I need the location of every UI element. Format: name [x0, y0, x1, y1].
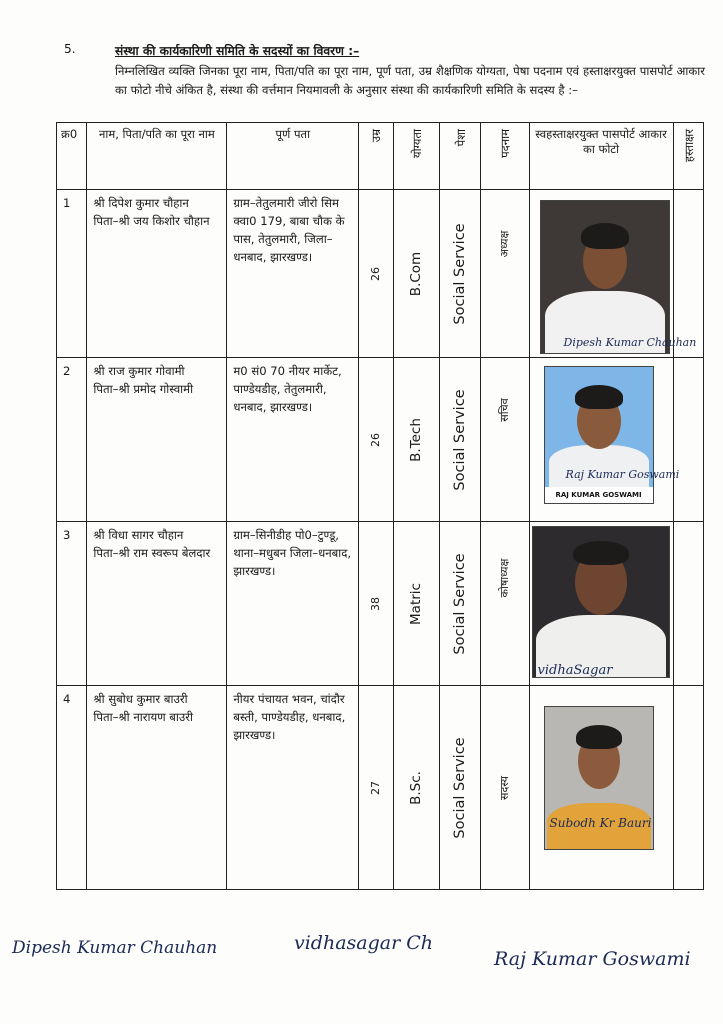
- section-title: संस्था की कार्यकारिणी समिति के सदस्यों का विवरण :–: [115, 44, 360, 58]
- cell-photo: [529, 686, 673, 890]
- table-row: [57, 358, 704, 522]
- cell-age: 26: [359, 358, 393, 522]
- cell-address: नीयर पंचायत भवन, चांदौर बस्ती, पाण्डेयडीह, धनबाद, झारखण्ड।: [227, 686, 359, 890]
- cell-address: ग्राम–तेतुलमारी जीरो सिम क्वा0 179, बाबा चौक के पास, तेतुलमारी, जिला–धनबाद, झारखण्ड।: [227, 190, 359, 358]
- header-occupation: पेशा: [440, 123, 481, 190]
- cell-qualification: B.Com: [393, 190, 440, 358]
- cell-address: ग्राम–सिनीडीह पो0–टुण्डू, थाना–मधुबन जिला–धनबाद, झारखण्ड।: [227, 522, 359, 686]
- table-row: [57, 190, 704, 358]
- member-father: पिता–श्री राम स्वरूप बेलदार: [93, 546, 211, 560]
- cell-occupation: Social Service: [440, 190, 481, 358]
- section-number: 5.: [64, 42, 76, 56]
- cell-photo: [529, 190, 697, 358]
- table-row: [57, 522, 704, 686]
- header-address: पूर्ण पता: [227, 123, 359, 190]
- table-header-row: [57, 123, 704, 190]
- cell-signature: [673, 686, 703, 890]
- footer-signature-2: vidhasagar Ch: [294, 932, 434, 954]
- cell-sn: 1: [57, 190, 87, 358]
- member-photo: [540, 200, 670, 354]
- header-qualification: योग्यता: [393, 123, 440, 190]
- cell-designation: कोषाध्यक्ष: [480, 522, 529, 686]
- cell-photo: [529, 358, 680, 522]
- footer-signature-1: Dipesh Kumar Chauhan: [12, 938, 218, 958]
- cell-signature: [673, 358, 703, 522]
- cell-photo: [529, 522, 673, 686]
- cell-designation: सचिव: [480, 358, 529, 522]
- section-intro: निम्नलिखित व्यक्ति जिनका पूरा नाम, पिता/पति का पूरा नाम, पूर्ण पता, उम्र शैक्षणिक योग्यता, पेषा पदनाम एवं हस्ताक्षरयुक्त पासपोर्ट आकार का फोटो नीचे अंकित है, संस्था की वर्त्तमान नियमावली के अनुसार संस्था की कार्यकारिणी समिति के सदस्य है :–: [115, 64, 705, 97]
- photo-signature: vidhaSagar: [537, 663, 613, 678]
- cell-name: [87, 686, 227, 890]
- member-father: पिता–श्री प्रमोद गोस्वामी: [93, 382, 194, 396]
- cell-occupation: Social Service: [440, 686, 481, 890]
- cell-occupation: Social Service: [440, 358, 481, 522]
- member-name: श्री सुबोध कुमार बाउरी: [93, 692, 188, 706]
- cell-designation: सदस्य: [480, 686, 529, 890]
- photo-signature: Subodh Kr Bauri: [549, 816, 652, 830]
- cell-name: [87, 522, 227, 686]
- cell-name: [87, 358, 227, 522]
- header-age: उम्र: [359, 123, 393, 190]
- cell-qualification: Matric: [393, 522, 440, 686]
- cell-qualification: B.Tech: [393, 358, 440, 522]
- cell-signature: [673, 522, 703, 686]
- cell-name: [87, 190, 227, 358]
- member-name: श्री राज कुमार गोवामी: [93, 364, 185, 378]
- cell-sn: 4: [57, 686, 87, 890]
- member-father: पिता–श्री नारायण बाउरी: [93, 710, 194, 724]
- member-father: पिता–श्री जय किशोर चौहान: [93, 214, 210, 228]
- header-signature: हस्ताक्षर: [673, 123, 703, 190]
- member-name: श्री दिपेश कुमार चौहान: [93, 196, 189, 210]
- header-name: नाम, पिता/पति का पूरा नाम: [87, 123, 227, 190]
- photo-caption: RAJ KUMAR GOSWAMI: [545, 487, 653, 503]
- cell-qualification: B.Sc.: [393, 686, 440, 890]
- cell-sn: 3: [57, 522, 87, 686]
- header-designation: पदनाम: [480, 123, 529, 190]
- cell-age: 38: [359, 522, 393, 686]
- cell-occupation: Social Service: [440, 522, 481, 686]
- cell-address: म0 सं0 70 नीयर मार्केट, पाण्डेयडीह, तेतुलमारी, धनबाद, झारखण्ड।: [227, 358, 359, 522]
- cell-age: 27: [359, 686, 393, 890]
- cell-age: 26: [359, 190, 393, 358]
- header-photo: स्वहस्ताक्षरयुक्त पासपोर्ट आकार का फोटो: [529, 123, 673, 190]
- photo-signature: Raj Kumar Goswami: [565, 468, 680, 481]
- members-table: [56, 122, 704, 890]
- footer-signature-3: Raj Kumar Goswami: [494, 948, 691, 970]
- member-name: श्री विधा सागर चौहान: [93, 528, 184, 542]
- cell-sn: 2: [57, 358, 87, 522]
- photo-signature: Dipesh Kumar Chauhan: [563, 336, 697, 349]
- header-sn: क्र0: [57, 123, 87, 190]
- member-photo: [532, 526, 670, 678]
- table-row: [57, 686, 704, 890]
- cell-signature: [673, 190, 703, 358]
- cell-designation: अध्यक्ष: [480, 190, 529, 358]
